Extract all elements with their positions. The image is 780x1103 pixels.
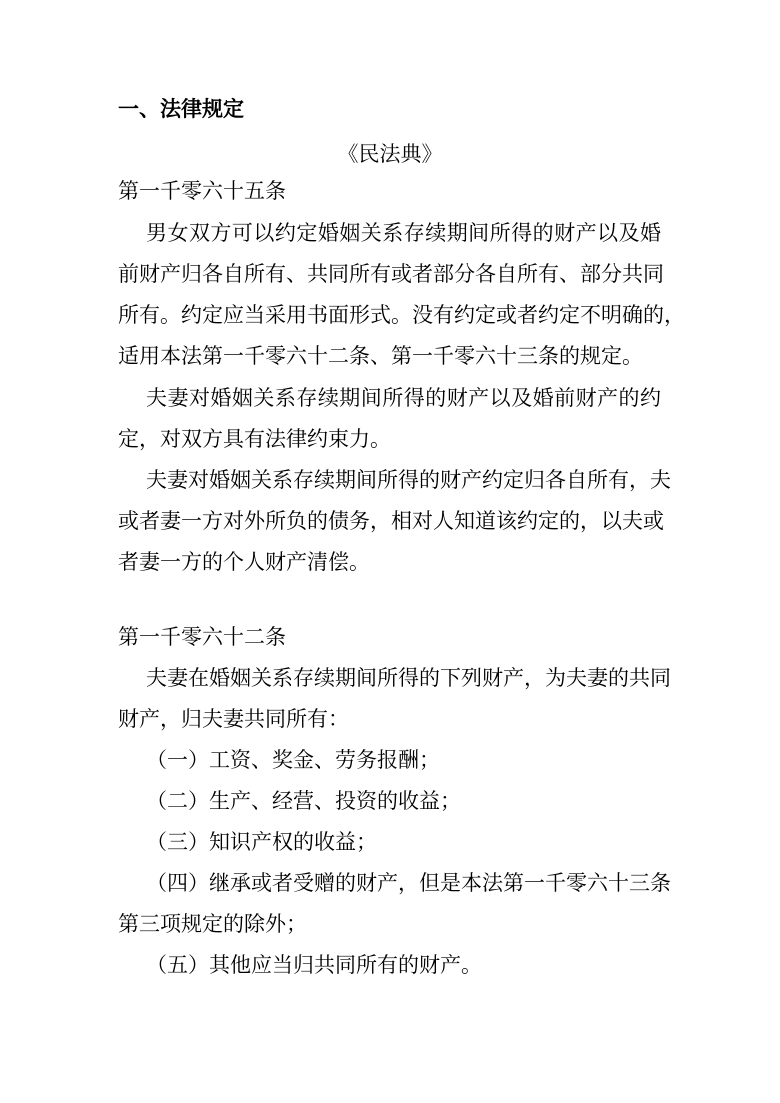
paragraph-line: 前财产归各自所有、共同所有或者部分各自所有、部分共同 — [118, 262, 664, 286]
paragraph-line: 夫妻对婚姻关系存续期间所得的财产约定归各自所有，夫 — [146, 468, 671, 492]
paragraph-line: 或者妻一方对外所负的债务，相对人知道该约定的，以夫或 — [118, 509, 664, 533]
paragraph-line: 适用本法第一千零六十二条、第一千零六十三条的规定。 — [118, 344, 643, 368]
paragraph-line: 所有。约定应当采用书面形式。没有约定或者约定不明确的， — [118, 303, 685, 327]
list-item-continuation: 第三项规定的除外； — [118, 912, 307, 936]
article-1062-title: 第一千零六十二条 — [118, 625, 286, 649]
paragraph-line: 男女双方可以约定婚姻关系存续期间所得的财产以及婚 — [146, 221, 661, 245]
list-item: （三）知识产权的收益； — [146, 830, 377, 854]
article-1065-title: 第一千零六十五条 — [118, 179, 286, 203]
paragraph-line: 夫妻对婚姻关系存续期间所得的财产以及婚前财产的约 — [146, 386, 661, 410]
list-item: （四）继承或者受赠的财产，但是本法第一千零六十三条 — [146, 871, 671, 895]
list-item: （五）其他应当归共同所有的财产。 — [146, 953, 482, 977]
section-heading: 一、法律规定 — [118, 97, 244, 121]
paragraph-line: 财产，归夫妻共同所有： — [118, 707, 349, 731]
law-title: 《民法典》 — [337, 142, 443, 166]
list-item: （二）生产、经营、投资的收益； — [146, 789, 461, 813]
paragraph-line: 夫妻在婚姻关系存续期间所得的下列财产，为夫妻的共同 — [146, 666, 671, 690]
list-item: （一）工资、奖金、劳务报酬； — [146, 748, 440, 772]
paragraph-line: 定，对双方具有法律约束力。 — [118, 427, 391, 451]
paragraph-line: 者妻一方的个人财产清偿。 — [118, 550, 370, 574]
